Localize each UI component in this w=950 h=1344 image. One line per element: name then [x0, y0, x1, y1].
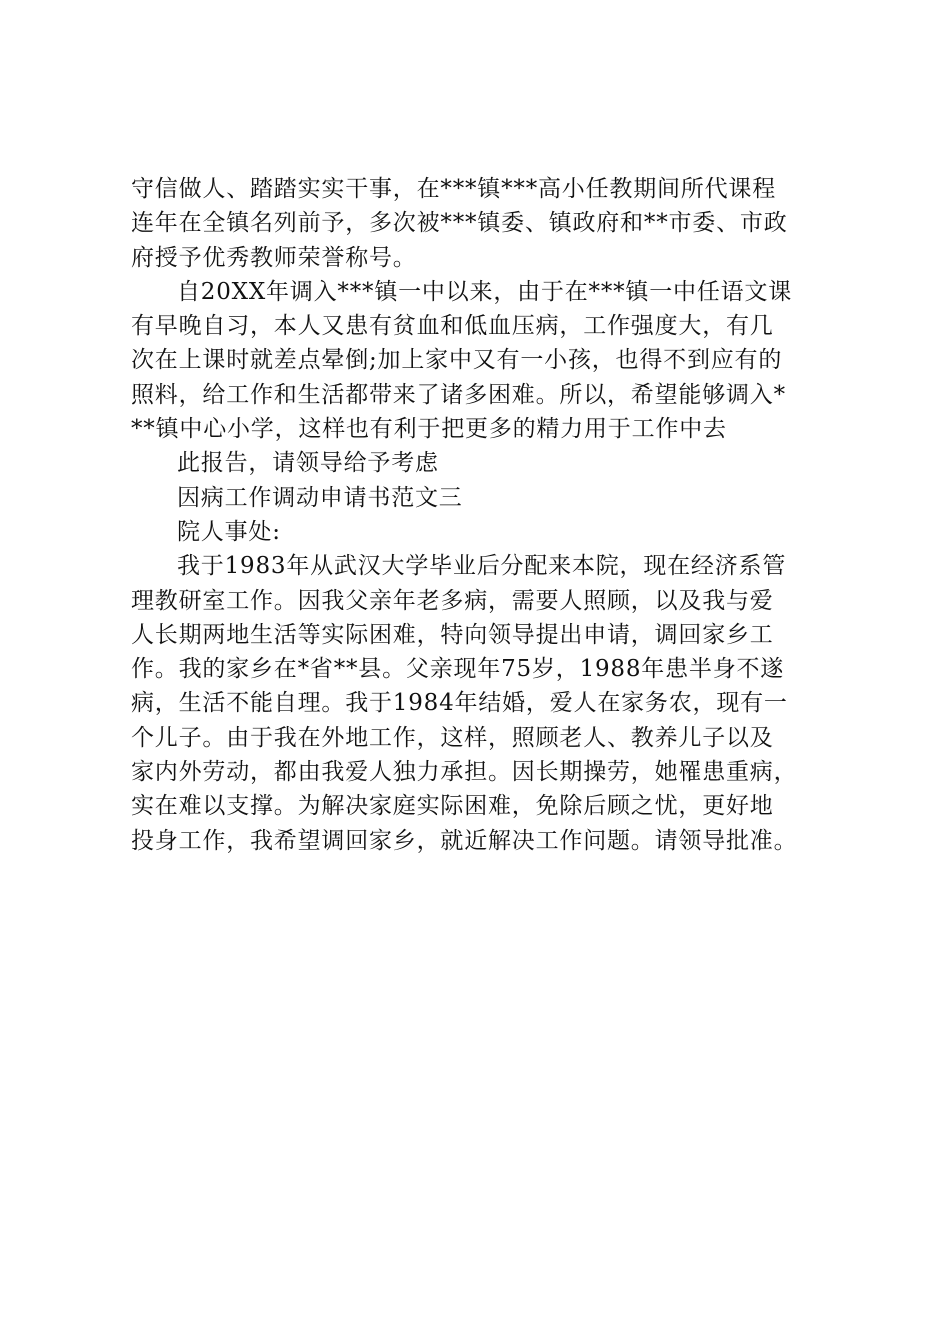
text-line: 作。我的家乡在*省**县。父亲现年75岁，1988年患半身不遂 [131, 656, 785, 683]
text-line: 照料，给工作和生活都带来了诸多困难。所以，希望能够调入* [131, 381, 786, 408]
document-body [131, 172, 851, 858]
closing-line: 此报告，请领导给予考虑 [177, 450, 439, 477]
paragraph-start-line: 自20XX年调入***镇一中以来，由于在***镇一中任语文课 [177, 278, 793, 305]
text-line: 病，生活不能自理。我于1984年结婚，爱人在家务农，现有一 [131, 690, 788, 717]
text-line: **镇中心小学，这样也有利于把更多的精力用于工作中去 [131, 416, 727, 443]
text-line: 次在上课时就差点晕倒;加上家中又有一小孩，也得不到应有的 [131, 347, 783, 374]
text-line: 投身工作，我希望调回家乡，就近解决工作问题。请领导批准。 [131, 827, 798, 854]
text-line: 有早晚自习，本人又患有贫血和低血压病，工作强度大，有几 [131, 313, 774, 340]
section-title: 因病工作调动申请书范文三 [177, 484, 463, 511]
text-line: 府授予优秀教师荣誉称号。 [131, 244, 417, 271]
text-line: 理教研室工作。因我父亲年老多病，需要人照顾，以及我与爱 [131, 587, 774, 614]
text-line: 连年在全镇名列前予，多次被***镇委、镇政府和**市委、市政 [131, 210, 788, 237]
text-line: 人长期两地生活等实际困难，特向领导提出申请，调回家乡工 [131, 621, 774, 648]
text-line: 实在难以支撑。为解决家庭实际困难，免除后顾之忧，更好地 [131, 793, 774, 820]
salutation: 院人事处: [177, 518, 281, 545]
text-line: 家内外劳动，都由我爱人独力承担。因长期操劳，她罹患重病， [131, 759, 798, 786]
text-line: 守信做人、踏踏实实干事，在***镇***高小任教期间所代课程 [131, 176, 776, 202]
text-line: 个儿子。由于我在外地工作，这样，照顾老人、教养儿子以及 [131, 724, 774, 751]
paragraph-start-line: 我于1983年从武汉大学毕业后分配来本院，现在经济系管 [177, 553, 787, 580]
